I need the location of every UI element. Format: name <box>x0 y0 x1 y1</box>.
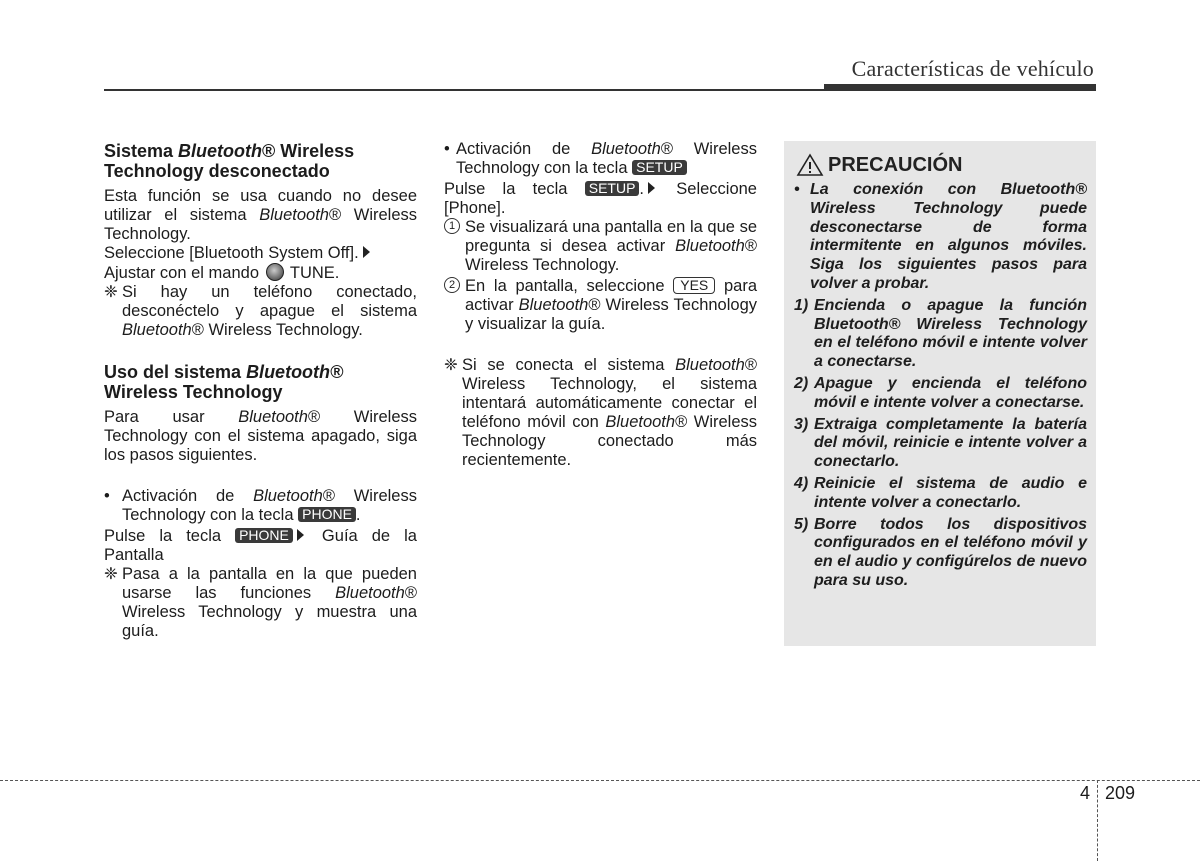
page-number: 209 <box>1105 783 1136 803</box>
caution-header <box>796 153 962 177</box>
caution-box <box>784 141 1096 646</box>
bullet-item: • Activación de Bluetooth® Wireless Technology con la tecla SETUP <box>444 140 757 177</box>
caution-title: PRECAUCIÓN <box>828 153 963 176</box>
section-number: 4 <box>1080 783 1091 803</box>
note: ❈ Si se conecta el sistema Bluetooth® Wireless Technology, el sistema intentará automáticamente conectar el teléfono móvil con Bluetooth® Wireless Technology conectado más recientemente. <box>444 356 757 469</box>
setup-key: SETUP <box>585 181 640 196</box>
column-left <box>104 141 417 641</box>
arrow-right-icon <box>648 182 655 194</box>
paragraph: Seleccione [Bluetooth System Off]. <box>104 244 417 263</box>
paragraph: Pulse la tecla PHONE Guía de la Pantalla <box>104 527 417 564</box>
caution-step: 1) Encienda o apague la función Bluetooth® Wireless Technology en el teléfono móvil e intente volver a conectarse. <box>794 296 1087 371</box>
step-number: 1 <box>444 218 460 234</box>
caution-intro: • La conexión con Bluetooth® Wireless Technology puede desconectarse de forma intermitente en algunos móviles. Siga los siguientes pasos para volver a probar. <box>794 181 1087 292</box>
caution-step: 2) Apague y encienda el teléfono móvil e intente volver a conectarse. <box>794 374 1087 411</box>
paragraph: Esta función se usa cuando no desee utilizar el sistema Bluetooth® Wireless Technology. <box>104 187 417 243</box>
footer-divider <box>1097 780 1098 861</box>
note-mark: ❈ <box>104 283 118 301</box>
step-number: 2 <box>444 277 460 293</box>
phone-key: PHONE <box>235 528 293 543</box>
section-title-bluetooth-off: Sistema Bluetooth® Wireless Technology desconectado <box>104 141 355 181</box>
header-rule <box>104 89 824 91</box>
caution-step: 5) Borre todos los dispositivos configurados en el teléfono móvil y en el audio y configúrelos de nuevo para su uso. <box>794 515 1087 589</box>
arrow-right-icon <box>363 246 370 258</box>
setup-key: SETUP <box>632 160 687 175</box>
tune-knob-icon <box>266 263 284 281</box>
step-item: 1 Se visualizará una pantalla en la que se pregunta si desea activar Bluetooth® Wireless Technology. <box>444 218 757 275</box>
header-title: Características de vehículo <box>851 56 1094 81</box>
footer-rule <box>0 780 1200 781</box>
yes-key: YES <box>673 277 715 294</box>
phone-key: PHONE <box>298 507 356 522</box>
paragraph: Para usar Bluetooth® Wireless Technology con el sistema apagado, siga los pasos siguientes. <box>104 408 417 464</box>
header-rule-accent <box>824 84 1096 91</box>
section-title-using-bluetooth: Uso del sistema Bluetooth® Wireless Technology <box>104 362 344 402</box>
paragraph: Ajustar con el mando TUNE. <box>104 264 340 282</box>
bullet-item: • Activación de Bluetooth® Wireless Technology con la tecla PHONE . <box>104 487 417 524</box>
caution-step: 3) Extraiga completamente la batería del móvil, reinicie e intente volver a conectarlo. <box>794 415 1087 471</box>
note: ❈ Si hay un teléfono conectado, desconéctelo y apague el sistema Bluetooth® Wireless Technology. <box>104 283 417 339</box>
paragraph: Pulse la tecla SETUP . Seleccione [Phone]. <box>444 180 757 217</box>
note: ❈ Pasa a la pantalla en la que pueden usarse las funciones Bluetooth® Wireless Technology y muestra una guía. <box>104 565 417 640</box>
caution-step: 4) Reinicie el sistema de audio e intente volver a conectarlo. <box>794 474 1087 511</box>
arrow-right-icon <box>297 529 304 541</box>
caution-body <box>794 181 1087 591</box>
step-item: 2 En la pantalla, seleccione YES para activar Bluetooth® Wireless Technology y visualizar la guía. <box>444 277 757 334</box>
warning-icon <box>796 153 824 177</box>
column-middle <box>444 140 757 470</box>
